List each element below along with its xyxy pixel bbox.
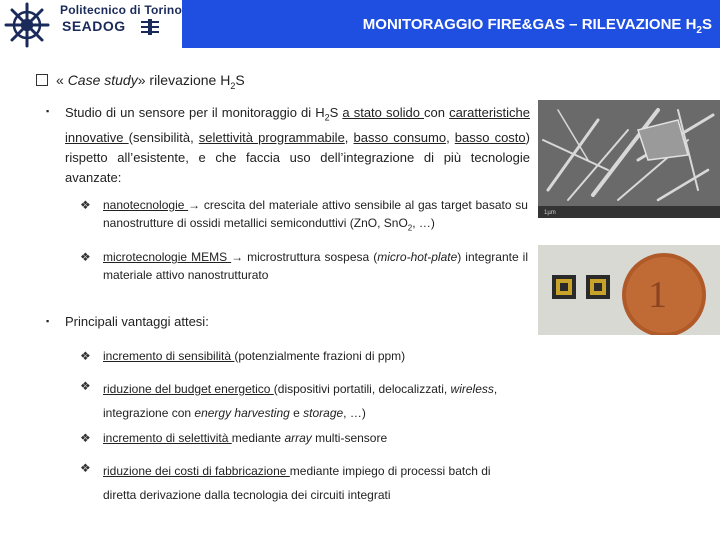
diamond-bullet-icon: ❖ [80,379,91,393]
svg-text:1: 1 [648,274,667,316]
micrograph-scale-label: 1µm [544,210,556,216]
sensor-coin-photo [538,245,720,335]
diamond-bullet-icon: ❖ [80,250,91,264]
diamond-bullet-icon: ❖ [80,431,91,445]
title-bar [182,0,720,48]
header [0,0,720,48]
list-item: nanotecnologie → crescita del materiale attivo sensibile al gas target basato su nanostrutture di ossidi metallici semiconduttivi (ZnO, SnO$_2$, …) [103,198,528,233]
case-study-heading: « Case study» rilevazione $H_2S$ [36,72,245,91]
logo-university: Politecnico di Torino [60,3,182,17]
list-item: microtecnologie MEMS → microstruttura sospesa (micro-hot-plate) integrante il materiale attivo nanostrutturato [103,250,529,282]
page-title: MONITORAGGIO FIRE&GAS – RILEVAZIONE $H_2S$ [362,16,712,36]
study-paragraph: Studio di un sensore per il monitoraggio di $H_2S$ a stato solido con caratteristiche innovative (sensibilità, selettività programmabile, basso consumo, basso costo) rispetto all’esistente, e che faccia uso dell’integrazione di più tecnologie avanzate: [65,105,530,185]
square-bullet-icon: ▪ [46,316,50,326]
ship-wheel-icon [4,2,50,48]
list-item: incremento di selettività mediante array multi-sensore [103,431,388,445]
diamond-bullet-icon: ❖ [80,198,91,212]
square-bullet-icon: ▪ [46,106,50,116]
list-item: incremento di sensibilità (potenzialmente frazioni di ppm) [103,349,406,363]
list-item: riduzione del budget energetico (dispositivi portatili, delocalizzati, wireless, integrazione con energy harvesting e storage, …) [103,382,498,420]
nanostructure-micrograph [538,100,720,218]
logo-project: SEADOG [62,18,126,34]
advantages-heading: Principali vantaggi attesi: [65,314,209,329]
diamond-bullet-icon: ❖ [80,349,91,363]
sensor-chip-image [538,245,720,335]
logo [0,0,182,48]
checkbox-bullet-icon [36,74,48,86]
nanowire-image [538,100,720,218]
logo-mark-icon [141,19,159,35]
list-item: riduzione dei costi di fabbricazione mediante impiego di processi batch di diretta derivazione dalla tecnologia dei circuiti integrati [103,464,491,502]
diamond-bullet-icon: ❖ [80,461,91,475]
